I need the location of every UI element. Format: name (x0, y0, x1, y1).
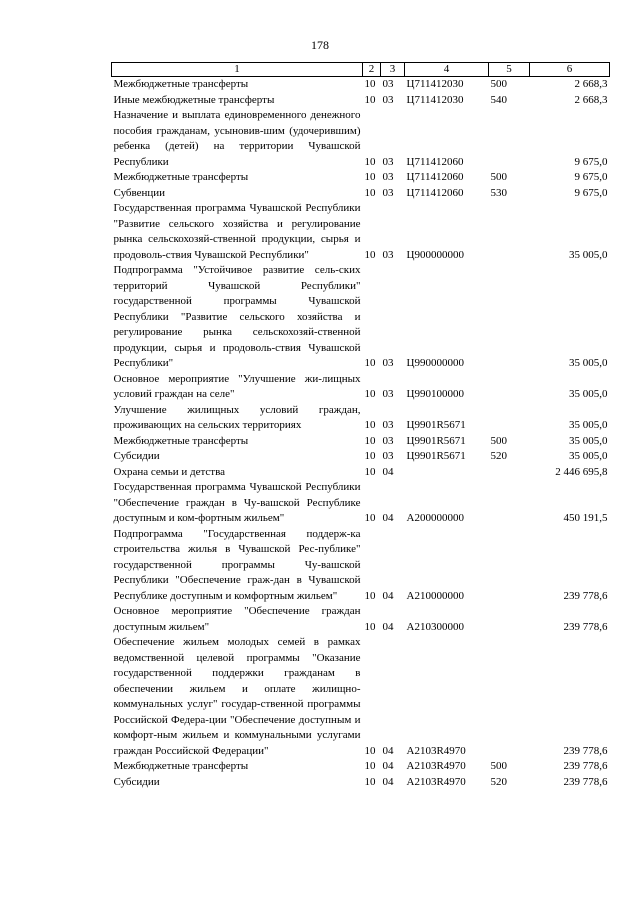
row-subsection: 03 (382, 388, 394, 400)
table-row (112, 775, 610, 791)
header-cell-target: 4 (405, 63, 489, 77)
row-name: Межбюджетные трансферты (113, 171, 249, 183)
row-amount: 239 778,6 (563, 775, 608, 788)
row-amount: 35 005,0 (569, 248, 608, 261)
table-row (112, 403, 610, 434)
table-row (112, 527, 610, 605)
row-target-article: Ц711412030 (406, 78, 464, 90)
table-row (112, 465, 610, 481)
row-subsection: 03 (382, 357, 394, 369)
row-expense-type: 500 (490, 171, 507, 183)
row-amount: 35 005,0 (569, 450, 608, 462)
row-subsection: 04 (382, 589, 394, 602)
row-section: 10 (364, 186, 376, 199)
row-section: 10 (364, 434, 376, 447)
header-row (112, 63, 610, 77)
row-expense-type (489, 263, 530, 372)
row-expense-type (489, 604, 530, 635)
row-name: Субсидии (113, 775, 160, 788)
row-section: 10 (364, 248, 376, 261)
row-name: Подпрограмма "Государственная поддерж-ка строительства жилья в Чувашской Рес-публике" государственной программы Чу-вашской Республики "Обеспечение граж-дан в Чувашской Республике доступным и комфортным жильем" (113, 527, 361, 602)
row-expense-type (489, 635, 530, 759)
row-expense-type (489, 372, 530, 403)
row-expense-type (489, 403, 530, 434)
row-target-article: Ц711412030 (406, 93, 464, 106)
row-name: Охрана семьи и детства (113, 465, 226, 478)
row-name: Государственная программа Чувашской Республики "Развитие сельского хозяйства и регулирование рынка сельскохозяй-ственной продукции, сырья и продоволь-ствия Чувашской Республики" (113, 202, 361, 261)
row-amount: 35 005,0 (569, 388, 608, 400)
header-cell-expense-type: 5 (489, 63, 530, 77)
row-expense-type: 520 (490, 775, 507, 788)
row-name: Межбюджетные трансферты (113, 78, 249, 90)
header-cell-subsection: 3 (381, 63, 405, 77)
row-target-article: А210000000 (406, 589, 464, 602)
row-amount: 239 778,6 (563, 760, 608, 772)
row-expense-type (489, 480, 530, 527)
row-section: 10 (364, 512, 376, 524)
row-amount: 2 668,3 (574, 93, 608, 106)
row-subsection: 04 (382, 512, 394, 524)
row-subsection: 04 (382, 760, 394, 772)
row-subsection: 03 (382, 419, 394, 431)
row-subsection: 03 (382, 171, 394, 183)
row-expense-type (489, 201, 530, 263)
table-body (112, 77, 610, 791)
row-name: Межбюджетные трансферты (113, 760, 249, 772)
row-name: Государственная программа Чувашской Республики "Обеспечение граждан в Чу-вашской Республике доступным и ком-фортным жильем" (113, 481, 361, 524)
table-row (112, 93, 610, 109)
row-name: Субвенции (113, 186, 166, 199)
row-section: 10 (364, 589, 376, 602)
row-name: Межбюджетные трансферты (113, 434, 249, 447)
row-amount: 35 005,0 (569, 434, 608, 447)
row-target-article: Ц990000000 (406, 357, 464, 369)
table-row (112, 604, 610, 635)
row-section: 10 (364, 155, 376, 168)
row-section: 10 (364, 450, 376, 462)
row-target-article: Ц900000000 (406, 248, 464, 261)
row-subsection: 03 (382, 155, 394, 168)
column-number-header (112, 63, 610, 77)
row-amount: 2 668,3 (574, 78, 608, 90)
row-section: 10 (364, 620, 376, 633)
row-section: 10 (364, 388, 376, 400)
table-row (112, 170, 610, 186)
row-subsection: 03 (382, 78, 394, 90)
table-row (112, 635, 610, 759)
row-target-article: А2103R4970 (406, 744, 466, 757)
row-expense-type: 520 (490, 450, 507, 462)
row-name: Иные межбюджетные трансферты (113, 93, 275, 106)
row-name: Подпрограмма "Устойчивое развитие сель-ских территорий Чувашской Республики" государственной программы Чувашской Республики "Развитие сельского хозяйства и регулирование рынка сельскохозяй-ственной продукции, сырья и продоволь-ствия Чувашской Республики" (113, 264, 361, 369)
row-section: 10 (364, 744, 376, 757)
row-section: 10 (364, 93, 376, 106)
row-amount: 35 005,0 (569, 357, 608, 369)
row-expense-type: 500 (490, 78, 507, 90)
row-target-article: Ц711412060 (406, 155, 464, 168)
row-target-article: Ц711412060 (406, 186, 464, 199)
row-subsection: 03 (382, 248, 394, 261)
row-name: Обеспечение жильем молодых семей в рамках ведомственной целевой программы "Оказание государственной поддержки гражданам в обеспечении жильем и оплате жилищно-коммунальных услуг" государ-ственной программы Российской Федера-ции "Обеспечение доступным и комфорт-ным жильем и коммунальными услугами граждан Российской Федерации" (113, 636, 361, 757)
row-amount: 9 675,0 (574, 155, 608, 168)
row-target-article: А2103R4970 (406, 760, 466, 772)
row-section: 10 (364, 775, 376, 788)
row-expense-type (489, 465, 530, 481)
table-row (112, 186, 610, 202)
row-subsection: 04 (382, 775, 394, 788)
header-cell-name: 1 (112, 63, 363, 77)
row-section: 10 (364, 465, 376, 478)
row-section: 10 (364, 78, 376, 90)
table-row (112, 759, 610, 775)
page-number: 178 (311, 38, 329, 52)
row-target-article: А2103R4970 (406, 775, 466, 788)
table-row (112, 263, 610, 372)
row-amount: 450 191,5 (563, 512, 608, 524)
row-name: Назначение и выплата единовременного денежного пособия гражданам, усыновив-шим (удочерившим) ребенка (детей) на территории Чувашской Республики (113, 109, 361, 168)
header-cell-amount: 6 (530, 63, 610, 77)
row-section: 10 (364, 760, 376, 772)
row-target-article: Ц9901R5671 (406, 450, 466, 462)
row-name: Основное мероприятие "Улучшение жи-лищных условий граждан на селе" (113, 372, 361, 400)
table-row (112, 480, 610, 527)
row-amount: 239 778,6 (563, 589, 608, 602)
table-row (112, 434, 610, 450)
table-row (112, 372, 610, 403)
table-row (112, 449, 610, 465)
table-row (112, 201, 610, 263)
row-amount: 239 778,6 (563, 744, 608, 757)
row-section: 10 (364, 357, 376, 369)
table-row (112, 108, 610, 170)
row-subsection: 03 (382, 93, 394, 106)
row-amount: 2 446 695,8 (555, 465, 608, 478)
row-expense-type (489, 527, 530, 605)
row-target-article: Ц711412060 (406, 171, 464, 183)
row-target-article: Ц990100000 (406, 388, 464, 400)
table-row (112, 77, 610, 93)
row-subsection: 03 (382, 434, 394, 447)
row-target-article (405, 465, 489, 481)
row-expense-type: 500 (490, 434, 507, 447)
row-name: Субсидии (113, 450, 160, 462)
row-amount: 9 675,0 (574, 186, 608, 199)
row-subsection: 04 (382, 465, 394, 478)
row-target-article: А210300000 (406, 620, 464, 633)
row-section: 10 (364, 171, 376, 183)
row-name: Улучшение жилищных условий граждан, проживающих на сельских территориях (113, 403, 361, 431)
row-section: 10 (364, 419, 376, 431)
row-expense-type: 540 (490, 93, 507, 106)
header-cell-section: 2 (363, 63, 381, 77)
row-expense-type: 530 (490, 186, 507, 199)
row-expense-type (489, 108, 530, 170)
row-subsection: 04 (382, 620, 394, 633)
row-subsection: 04 (382, 744, 394, 757)
row-expense-type: 500 (490, 760, 507, 772)
row-amount: 9 675,0 (574, 171, 608, 183)
row-target-article: А200000000 (406, 512, 464, 524)
row-subsection: 03 (382, 186, 394, 199)
budget-table (111, 62, 610, 790)
row-amount: 35 005,0 (569, 419, 608, 431)
row-amount: 239 778,6 (563, 620, 608, 633)
row-target-article: Ц9901R5671 (406, 419, 466, 431)
row-subsection: 03 (382, 450, 394, 462)
row-target-article: Ц9901R5671 (406, 434, 466, 447)
row-name: Основное мероприятие "Обеспечение граждан доступным жильем" (113, 605, 361, 633)
